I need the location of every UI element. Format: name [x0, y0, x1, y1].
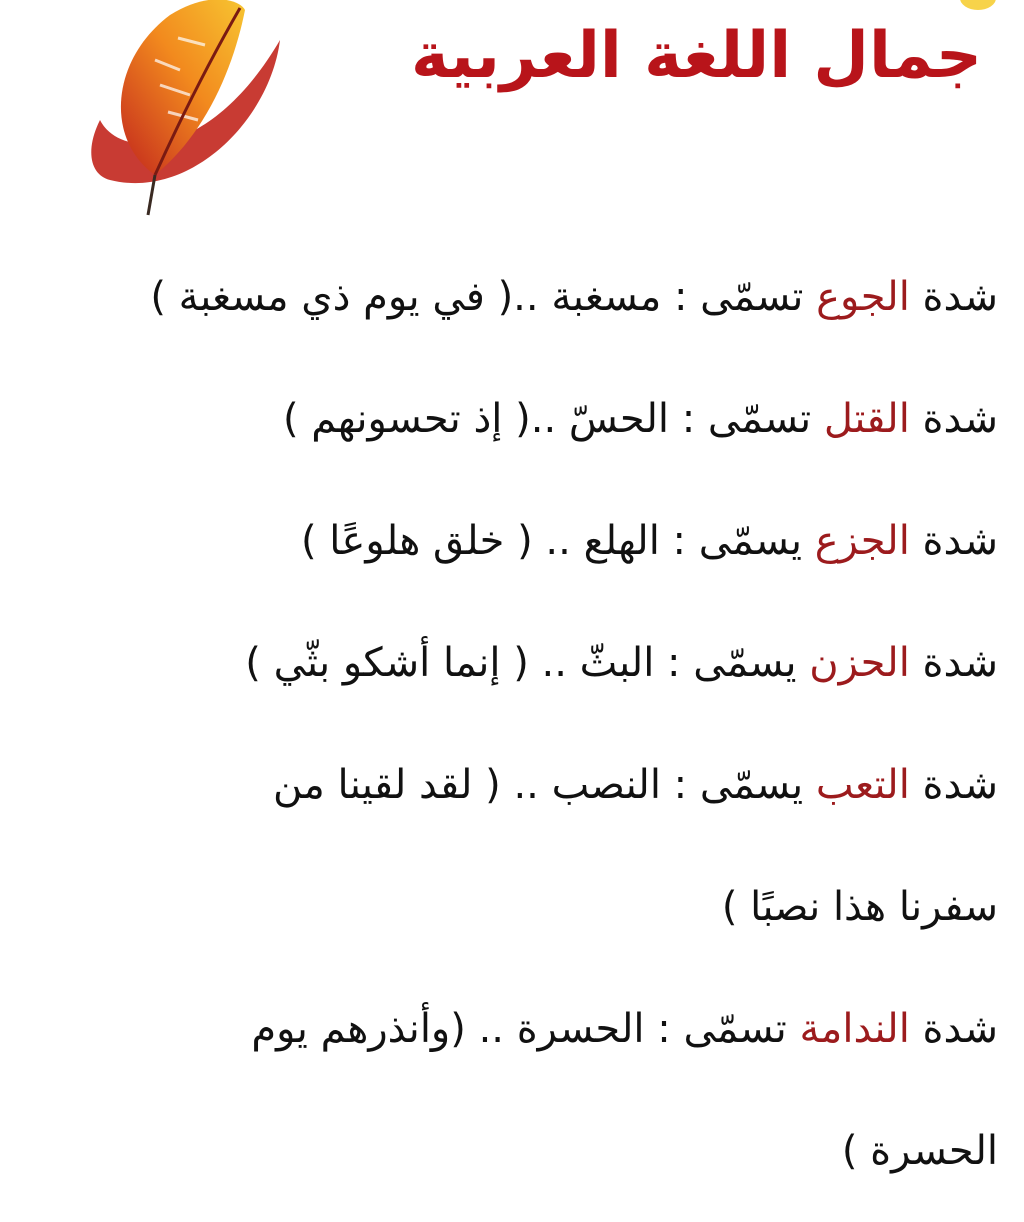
- line-rest: تسمّى : الحسرة .. (وأنذرهم يوم: [251, 1006, 787, 1052]
- line-regret-continued: [8, 1090, 998, 1212]
- corner-decoration: [960, 0, 996, 10]
- line-rest: سفرنا هذا نصبًا ): [721, 884, 998, 930]
- line-prefix: شدة: [922, 396, 998, 442]
- line-prefix: شدة: [922, 274, 998, 320]
- line-term: الجوع: [816, 274, 910, 320]
- line-term: الجزع: [814, 518, 910, 564]
- line-anxiety: [8, 480, 998, 602]
- line-sorrow: [8, 602, 998, 724]
- line-term: التعب: [815, 762, 910, 808]
- line-prefix: شدة: [922, 518, 998, 564]
- line-rest: يسمّى : النصب .. ( لقد لقينا من: [272, 762, 804, 808]
- line-rest: تسمّى : الحسّ ..( إذ تحسونهم ): [282, 396, 812, 442]
- line-prefix: شدة: [922, 640, 998, 686]
- feather-quill-icon: [60, 0, 300, 220]
- line-prefix: شدة: [922, 1006, 998, 1052]
- line-fatigue-continued: [8, 846, 998, 968]
- line-term: الندامة: [799, 1006, 910, 1052]
- line-prefix: شدة: [922, 762, 998, 808]
- line-killing: [8, 358, 998, 480]
- line-term: القتل: [823, 396, 910, 442]
- line-rest: تسمّى : مسغبة ..( في يوم ذي مسغبة ): [150, 274, 804, 320]
- line-fatigue: [8, 724, 998, 846]
- line-regret: [8, 968, 998, 1090]
- line-rest: يسمّى : الهلع .. ( خلق هلوعًا ): [300, 518, 803, 564]
- line-rest: الحسرة ): [841, 1128, 998, 1174]
- line-rest: يسمّى : البثّ .. ( إنما أشكو بثّي ): [245, 640, 797, 686]
- page-title: جمال اللغة العربية: [410, 19, 982, 93]
- line-hunger: [8, 236, 998, 358]
- content-lines: [8, 236, 998, 1212]
- line-term: الحزن: [809, 640, 910, 686]
